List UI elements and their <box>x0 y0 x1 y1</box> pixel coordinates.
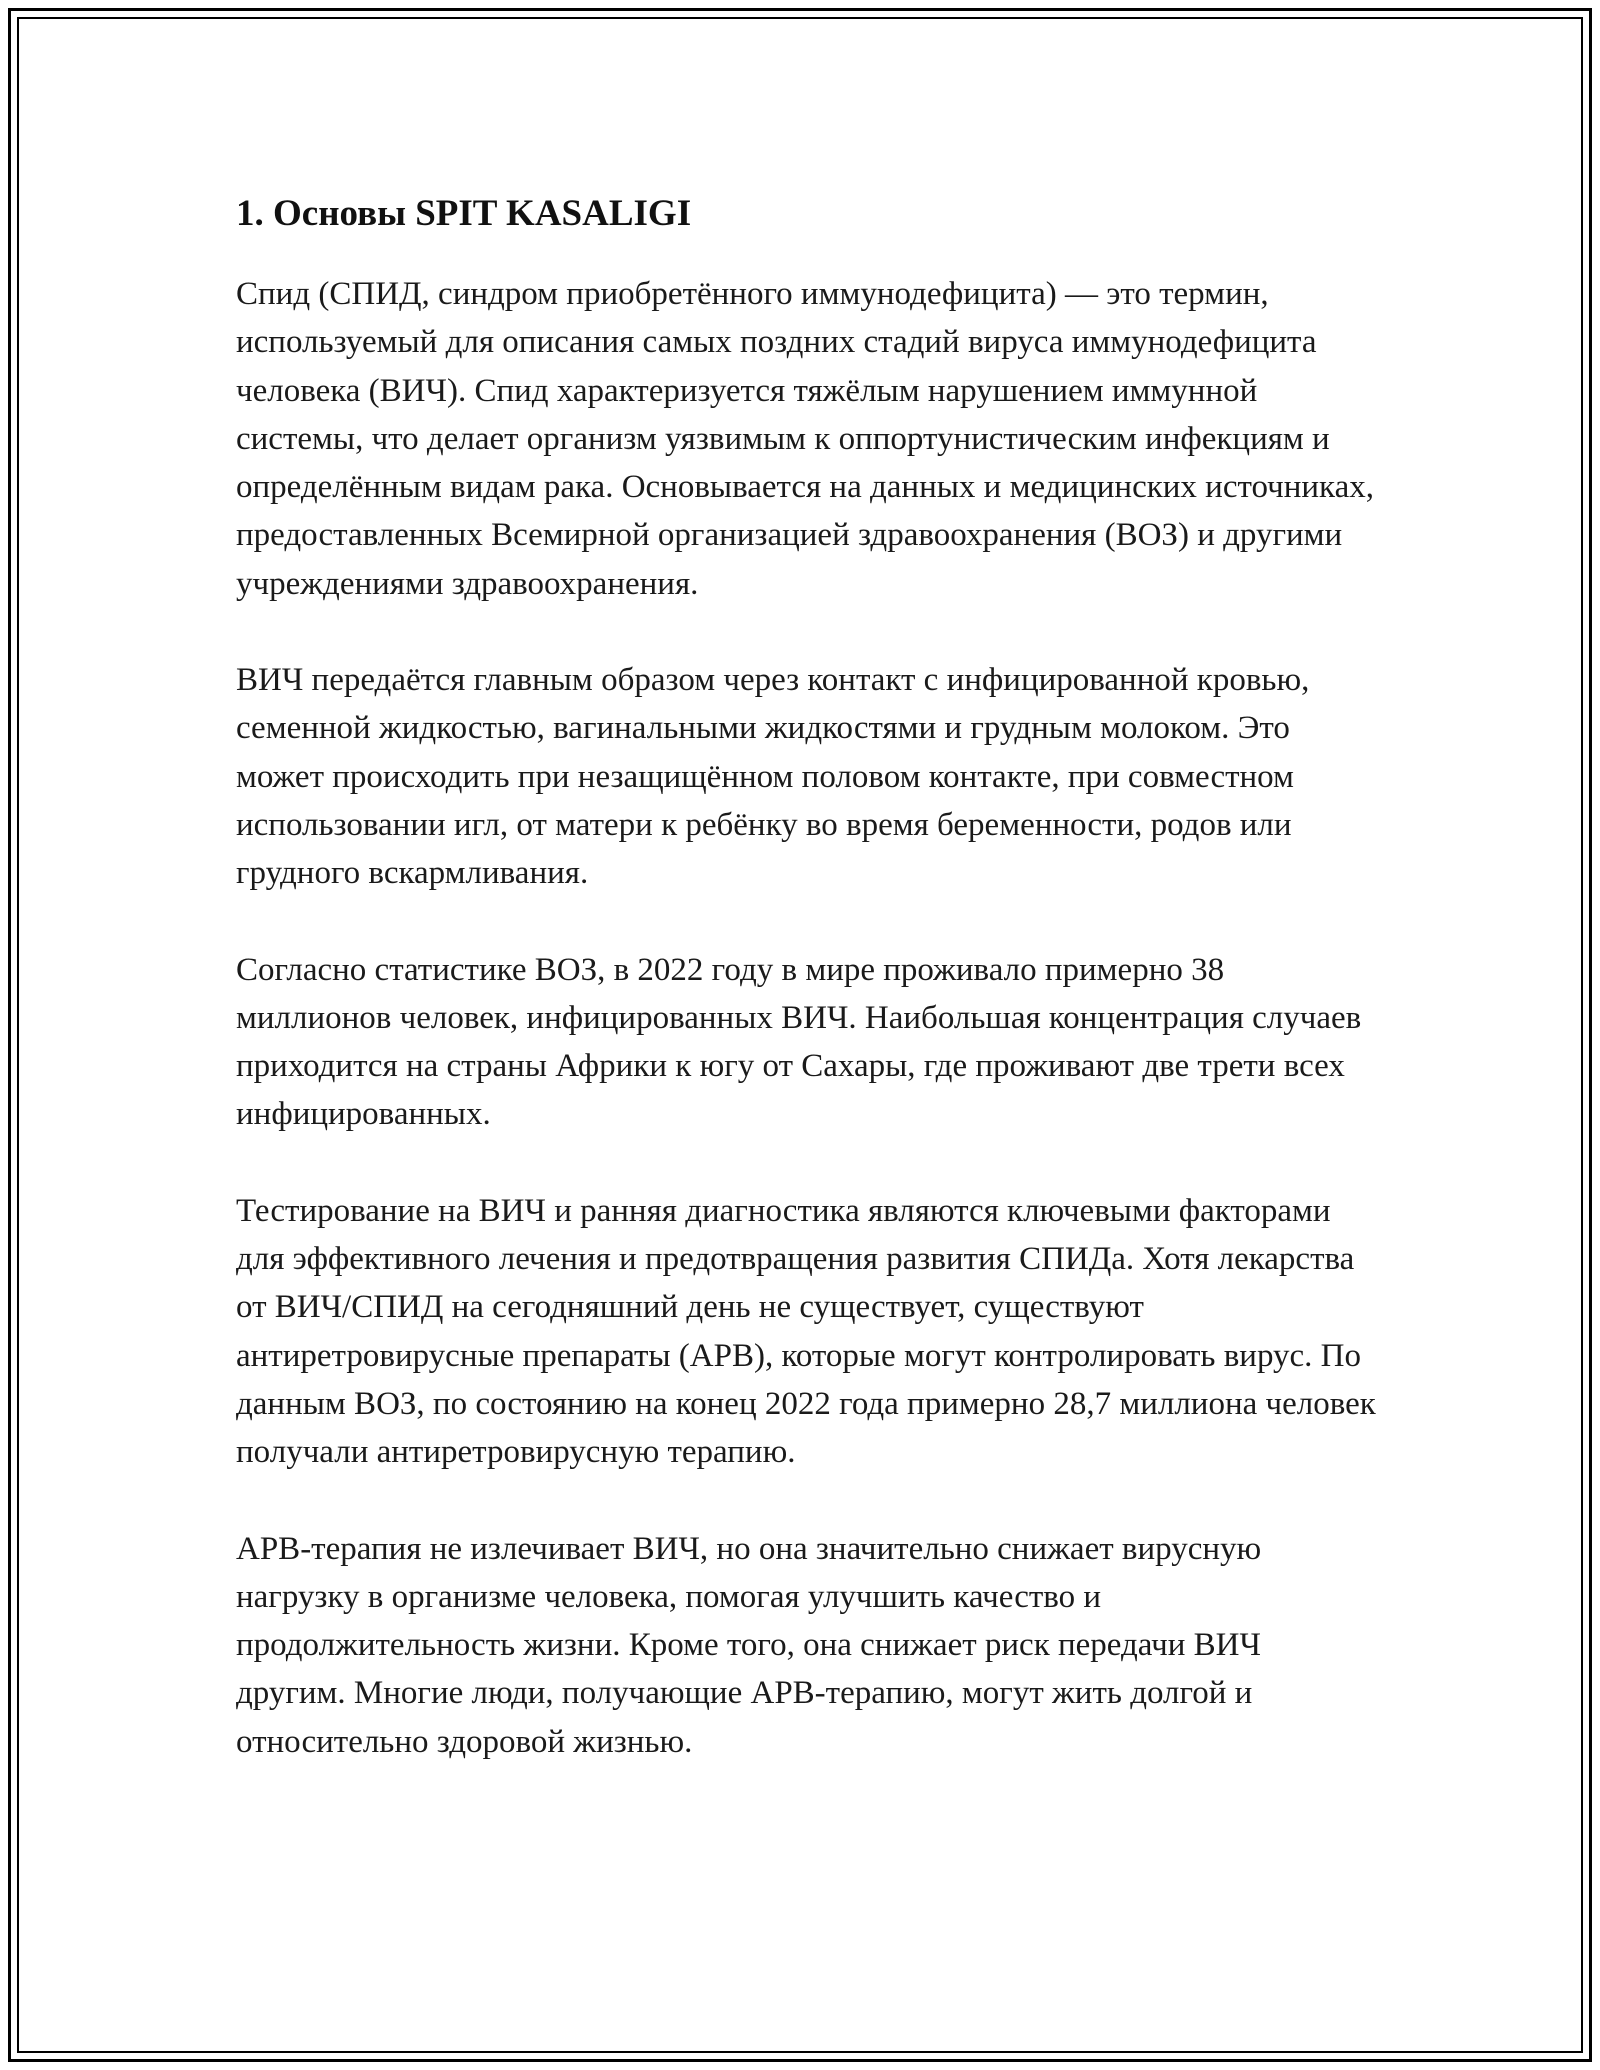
paragraph-statistics: Согласно статистике ВОЗ, в 2022 году в мире проживало примерно 38 миллионов человек, инфицированных ВИЧ. Наибольшая концентрация случаев приходится на страны Африки к югу от Сахары, где проживают две трети всех инфицированных. <box>236 951 1362 1133</box>
paragraph-aids-definition: Спид (СПИД, синдром приобретённого иммунодефицита) — это термин, используемый для описания самых поздних стадий вируса иммунодефицита человека (ВИЧ). Спид характеризуется тяжёлым нарушением иммунной системы, что делает организм уязвимым к оппортунистическим инфекциям и определённым видам рака. Основывается на данных и медицинских источниках, предоставленных Всемирной организацией здравоохранения (ВОЗ) и другими учреждениями здравоохранения. <box>236 276 1374 602</box>
document-body <box>236 188 1376 1814</box>
paragraph-arv-therapy: АРВ-терапия не излечивает ВИЧ, но она значительно снижает вирусную нагрузку в организме человека, помогая улучшить качество и продолжительность жизни. Кроме того, она снижает риск передачи ВИЧ другим. Многие люди, получающие АРВ-терапию, могут жить долгой и относительно здоровой жизнью. <box>236 1530 1262 1760</box>
section-heading: 1. Основы SPIT KASALIGI <box>236 193 692 234</box>
paragraph-transmission: ВИЧ передаётся главным образом через контакт с инфицированной кровью, семенной жидкостью, вагинальными жидкостями и грудным молоком. Это может происходить при незащищённом половом контакте, при совместном использовании игл, от матери к ребёнку во время беременности, родов или грудного вскармливания. <box>236 662 1310 892</box>
paragraph-testing-treatment: Тестирование на ВИЧ и ранняя диагностика являются ключевыми факторами для эффективного лечения и предотвращения развития СПИДа. Хотя лекарства от ВИЧ/СПИД на сегодняшний день не существует, существуют антиретровирусные препараты (АРВ), которые могут контролировать вирус. По данным ВОЗ, по состоянию на конец 2022 года примерно 28,7 миллиона человек получали антиретровирусную терапию. <box>236 1192 1376 1471</box>
